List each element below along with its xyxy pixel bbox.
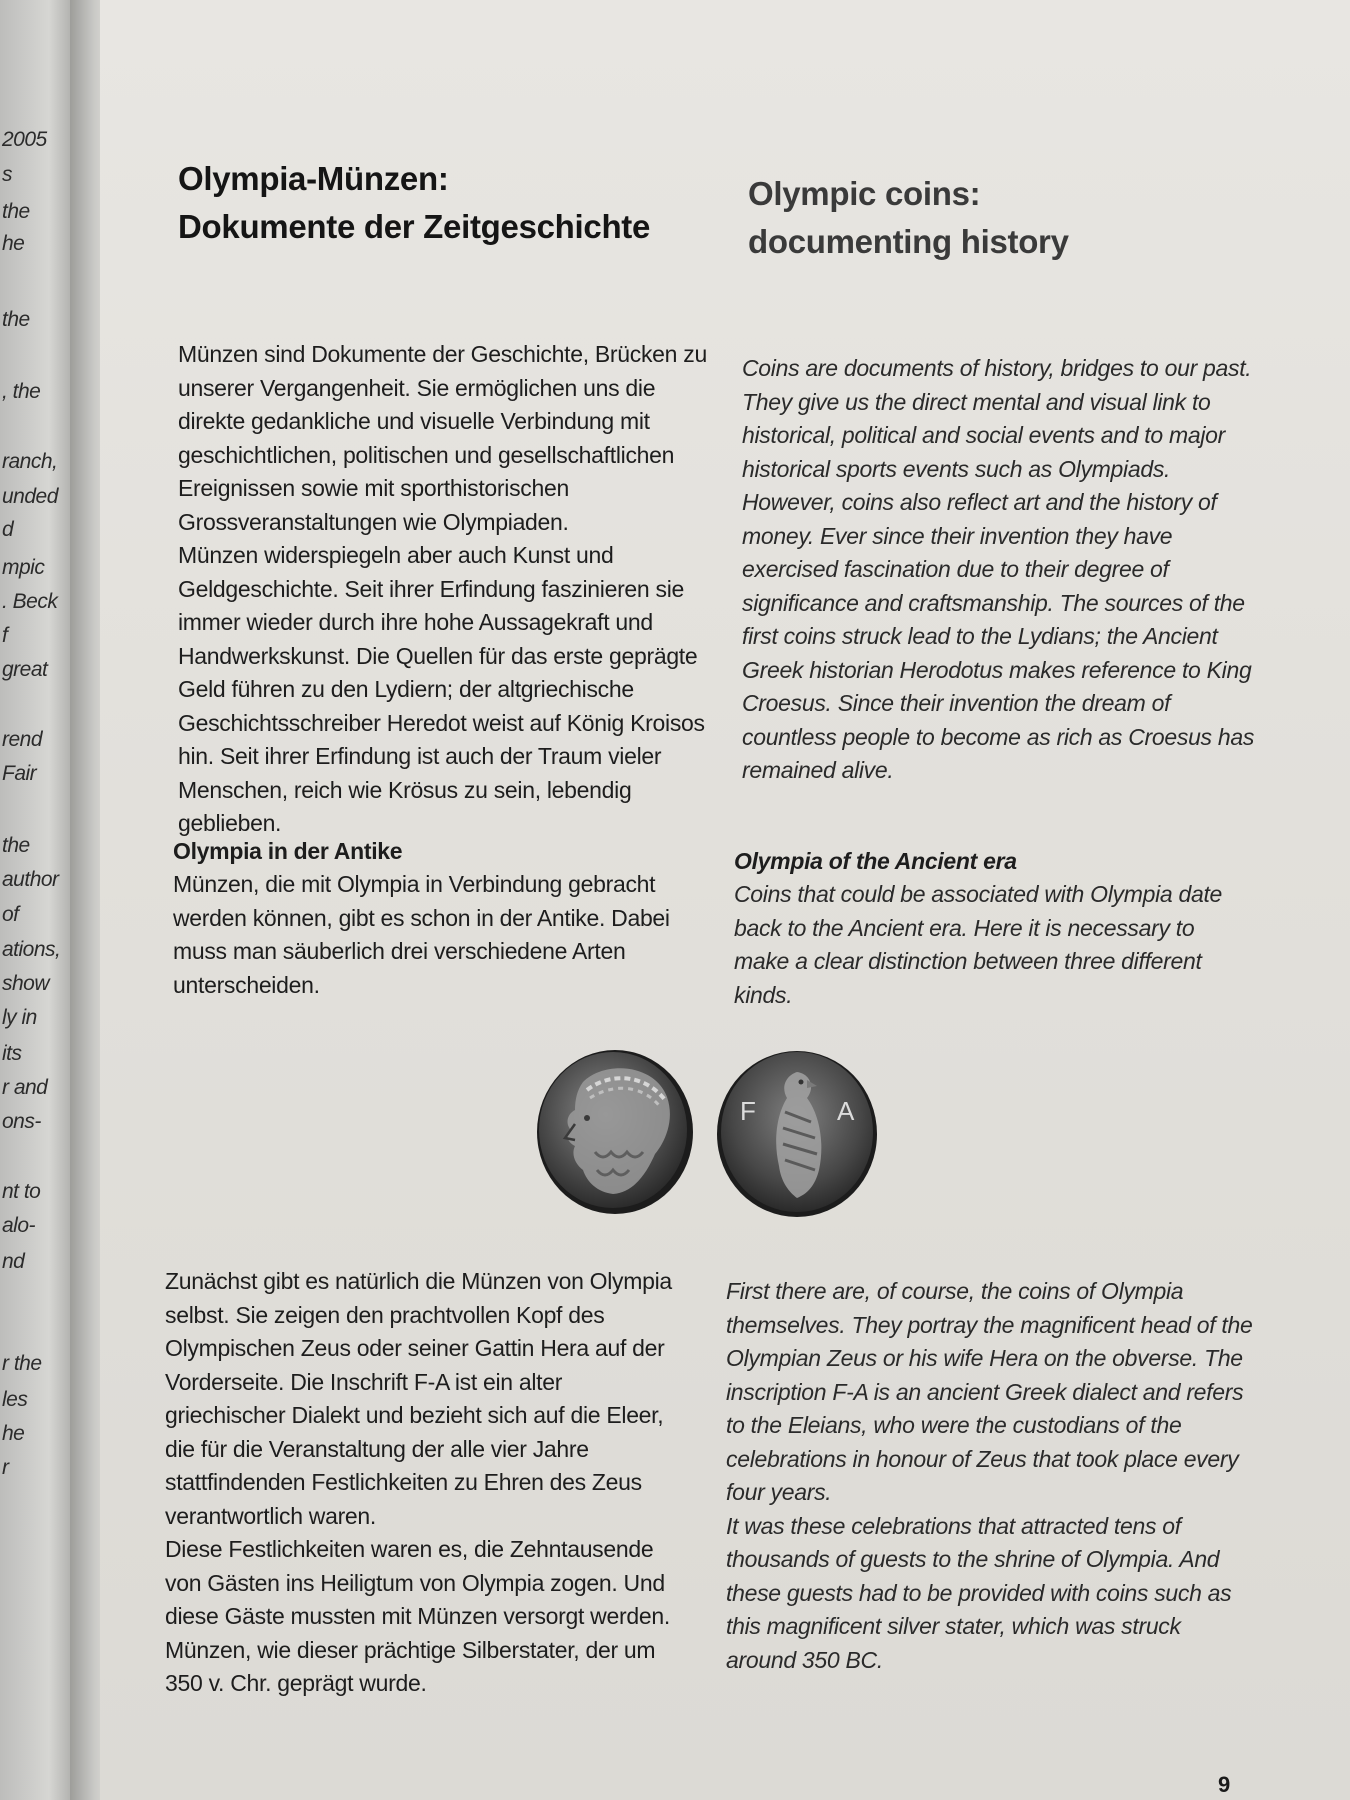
facing-page-fragment: f (2, 624, 8, 647)
facing-page-fragment: ly in (2, 1006, 37, 1029)
facing-page-fragment: Fair (2, 762, 37, 785)
english-intro-paragraph: Coins are documents of history, bridges to our past. They give us the direct mental and visual link to historical, political and social events and to major historical sports events such as Olympiads. However, coins also reflect art and the history of money. Ever since their invention they have exercised fascination due to their degree of significance and craftsmanship. The sources of the first coins struck lead to the Lydians; the Ancient Greek historian Herodotus makes reference to King Croesus. Since their invention the dream of countless people to become as rich as Croesus has remained alive. (742, 355, 1255, 783)
facing-page-fragment: ons- (2, 1110, 41, 1133)
facing-page-fragment: the (2, 200, 30, 223)
facing-page-fragment: s (2, 163, 12, 186)
english-title-line2: documenting history (748, 223, 1069, 260)
facing-page-fragment: r the (2, 1352, 42, 1375)
facing-page-fragment: the (2, 834, 30, 857)
english-section-text: Coins that could be associated with Olympia date back to the Ancient era. Here it is necessary to make a clear distinction between three different kinds. (734, 881, 1223, 1008)
facing-page-fragment: ranch, (2, 450, 58, 473)
facing-page-fragment: he (2, 232, 25, 255)
facing-page-fragment: nd (2, 1250, 25, 1273)
facing-page-edge (0, 0, 70, 1800)
facing-page-fragment: he (2, 1422, 25, 1445)
facing-page-fragment: r (2, 1456, 9, 1479)
german-intro (178, 338, 708, 841)
english-title (748, 170, 1288, 266)
english-bottom-paragraph: First there are, of course, the coins of Olympia themselves. They portray the magnificent head of the Olympian Zeus or his wife Hera on the obverse. The inscription F-A is an ancient Greek dialect and refers to the Eleians, who were the custodians of the celebrations in honour of Zeus that took place every four years. (726, 1278, 1253, 1505)
german-antike-section (173, 835, 693, 1002)
facing-page-fragment: alo- (2, 1214, 36, 1237)
facing-page-fragment: of (2, 903, 19, 926)
english-bottom (726, 1275, 1256, 1677)
german-bottom (165, 1265, 685, 1701)
facing-page-fragment: great (2, 658, 48, 681)
english-ancient-section (734, 845, 1254, 1012)
facing-page-fragment: author (2, 868, 59, 891)
facing-page-fragment: show (2, 972, 50, 995)
german-subheading: Olympia in der Antike (173, 838, 403, 864)
facing-page-fragment: its (2, 1042, 22, 1065)
page-number: 9 (1218, 1772, 1231, 1797)
silver-stater-coins (535, 1042, 880, 1222)
facing-page-fragment: , the (2, 380, 41, 403)
zeus-head-icon (537, 1050, 693, 1214)
german-bottom-paragraph-2: Diese Festlichkeiten waren es, die Zehntausende von Gästen ins Heiligtum von Olympia zogen. Und diese Gäste mussten mit Münzen versorgt werden. Münzen, wie dieser prächtige Silberstater, der um 350 v. Chr. geprägt wurde. (165, 1536, 670, 1696)
facing-page-fragment: nt to (2, 1180, 41, 1203)
coin-letter-right: A (837, 1096, 855, 1126)
facing-page-fragment: 2005 (2, 128, 47, 151)
facing-page-fragment: les (2, 1388, 28, 1411)
german-intro-paragraph: Münzen sind Dokumente der Geschichte, Brücken zu unserer Vergangenheit. Sie ermöglichen uns die direkte gedankliche und visuelle Verbindung mit geschichtlichen, politischen und gesellschaftlichen Ereignissen sowie mit sporthistorischen Grossveranstaltungen wie Olympiaden. (178, 341, 707, 535)
german-section-text: Münzen, die mit Olympia in Verbindung gebracht werden können, gibt es schon in der Antike. Dabei muss man säuberlich drei verschiedene Arten unterscheiden. (173, 871, 670, 998)
english-bottom-paragraph-2: It was these celebrations that attracted tens of thousands of guests to the shrine of Olympia. And these guests had to be provided with coins such as this magnificent silver stater, which was struck around 350 BC. (726, 1512, 1232, 1673)
english-intro (742, 352, 1262, 788)
coin-letter-left: F (740, 1096, 756, 1126)
german-intro-paragraph-2: Münzen widerspiegeln aber auch Kunst und Geldgeschichte. Seit ihrer Erfindung faszinieren sie immer wieder durch ihre hohe Aussagekraft und Handwerkskunst. Die Quellen für das erste geprägte Geld führen zu den Lydiern; der altgriechische Geschichtsschreiber Heredot weist auf König Kroisos hin. Seit ihrer Erfindung ist auch der Traum vieler Menschen, reich wie Krösus zu sein, lebendig geblieben. (178, 542, 705, 836)
facing-page-fragment: mpic (2, 556, 45, 579)
english-subheading: Olympia of the Ancient era (734, 848, 1017, 874)
facing-page-fragment: d (2, 518, 14, 541)
facing-page-fragment: rend (2, 728, 43, 751)
german-bottom-paragraph: Zunächst gibt es natürlich die Münzen von Olympia selbst. Sie zeigen den prachtvollen Kopf des Olympischen Zeus oder seiner Gattin Hera auf der Vorderseite. Die Inschrift F-A ist ein alter griechischer Dialekt und bezieht sich auf die Eleer, die für die Veranstaltung der alle vier Jahre stattfindenden Festlichkeiten zu Ehren des Zeus verantwortlich waren. (165, 1268, 672, 1529)
german-title-line2: Dokumente der Zeitgeschichte (178, 208, 651, 245)
facing-page-fragment: the (2, 308, 30, 331)
facing-page-fragment: ations, (2, 938, 61, 961)
eagle-icon (717, 1051, 877, 1217)
facing-page-fragment: unded (2, 485, 58, 508)
german-title-line1: Olympia-Münzen: (178, 160, 449, 197)
german-title (178, 155, 718, 251)
facing-page-fragment: . Beck (2, 590, 58, 613)
facing-page-fragment: r and (2, 1076, 48, 1099)
english-title-line1: Olympic coins: (748, 175, 981, 212)
